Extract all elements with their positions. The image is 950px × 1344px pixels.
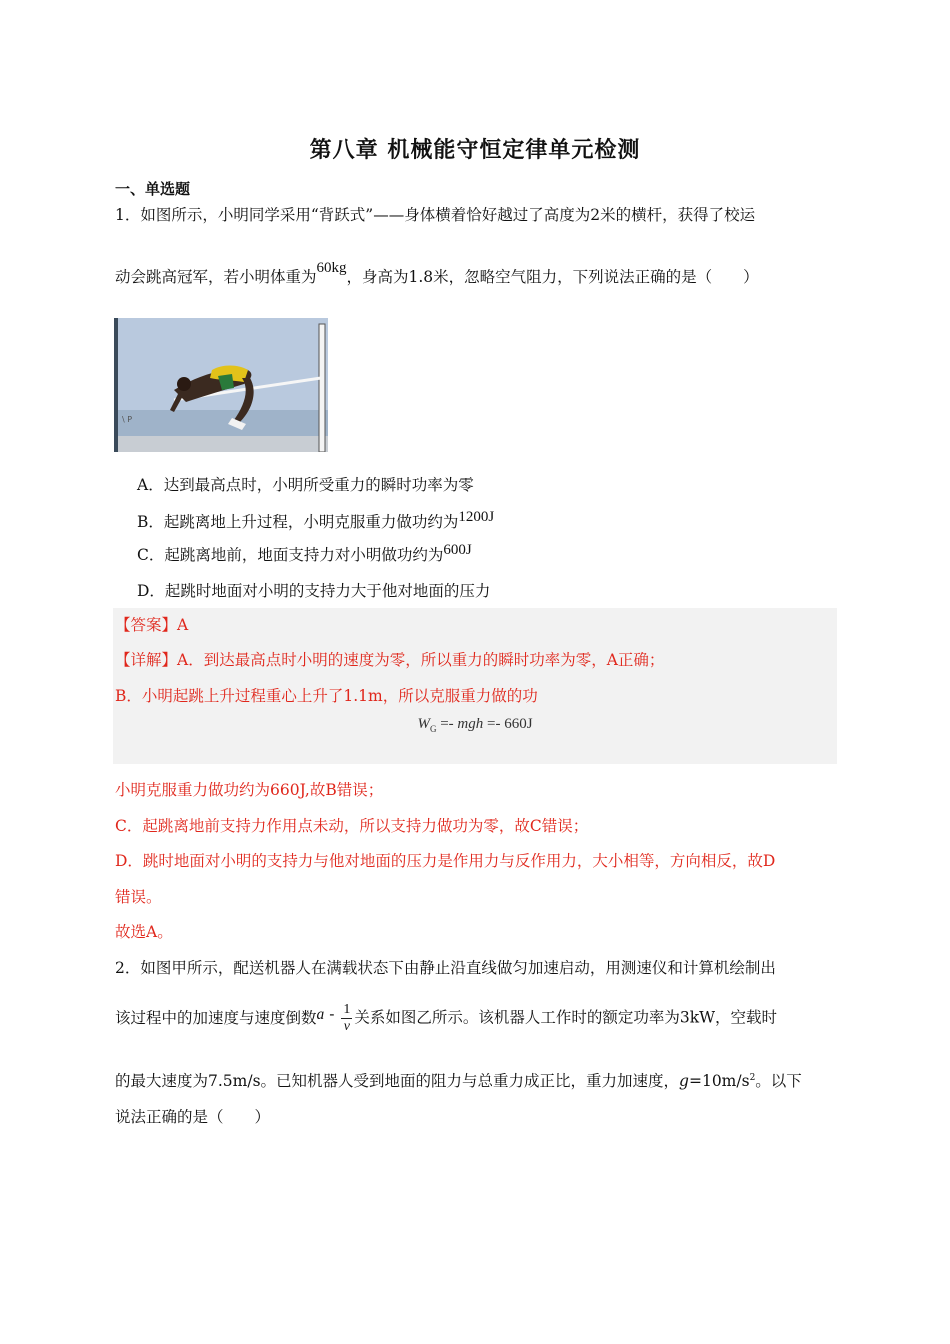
q2-line3-sup: 2 xyxy=(749,1072,756,1083)
high-jump-illustration xyxy=(114,318,328,452)
formula-mgh: mgh xyxy=(457,716,484,732)
q1-option-b-text: B．起跳离地上升过程，小明克服重力做功约为 xyxy=(137,513,459,531)
q1-option-c-value: 600J xyxy=(443,542,472,558)
q2-line3-text-a: 的最大速度为7.5m/s。已知机器人受到地面的阻力与总重力成正比，重力加速度， xyxy=(115,1072,680,1090)
q1-line1: 1．如图所示，小明同学采用“背跃式”——身体横着恰好越过了高度为2米的横杆，获得了校运 xyxy=(115,206,756,224)
q1-option-a: A．达到最高点时，小明所受重力的瞬时功率为零 xyxy=(137,476,474,494)
section-heading: 一、单选题 xyxy=(115,180,191,198)
q1-line2-text-a: 动会跳高冠军，若小明体重为 xyxy=(115,268,317,286)
q2-line3-text-b: =10m/s xyxy=(688,1072,750,1090)
q1-option-d: D．起跳时地面对小明的支持力大于他对地面的压力 xyxy=(137,582,491,600)
q2-line3-g: g xyxy=(679,1072,689,1090)
choose-a: 故选A。 xyxy=(115,923,173,941)
q2-line3 xyxy=(115,1069,802,1091)
q2-line2: 该过程中的加速度与速度倒数a - $\frac{1}{v}$ 关系如图乙所示。该机器人工作时的额定功率为3kW，空载时 xyxy=(115,1002,778,1034)
formula-w: W xyxy=(417,716,430,732)
q1-option-b xyxy=(137,510,494,532)
q2-line3-text-c: 。以下 xyxy=(755,1072,802,1090)
formula-eq2: =- 660J xyxy=(483,716,533,732)
q2-frac-a: a xyxy=(316,1005,325,1023)
detail-b2: 小明克服重力做功约为660J,故B错误； xyxy=(115,781,384,799)
formula-eq1: =- xyxy=(436,716,458,732)
q1-option-c xyxy=(137,543,472,565)
q1-line2-text-b: ，身高为1.8米，忽略空气阻力，下列说法正确的是（ ） xyxy=(346,268,759,286)
q2-frac-den: v xyxy=(343,1019,350,1034)
detail-b: B．小明起跳上升过程重心上升了1.1m，所以克服重力做的功 xyxy=(115,687,538,705)
formula-sub: G xyxy=(429,724,437,734)
high-jump-photo xyxy=(114,318,328,452)
q2-fraction xyxy=(341,1002,352,1035)
detail-a: 【详解】A．到达最高点时小明的速度为零，所以重力的瞬时功率为零，A正确； xyxy=(115,651,665,669)
work-formula xyxy=(0,716,950,734)
q1-mass: 60kg xyxy=(316,260,347,276)
q1-option-c-text: C．起跳离地前，地面支持力对小明做功约为 xyxy=(137,546,444,564)
q1-option-b-value: 1200J xyxy=(458,509,495,525)
answer-label: 【答案】A xyxy=(115,616,189,634)
q2-line4: 说法正确的是（ ） xyxy=(115,1108,271,1126)
q2-line2-text-a: 该过程中的加速度与速度倒数 xyxy=(115,1008,317,1027)
q1-line2 xyxy=(115,260,759,287)
q2-line1: 2．如图甲所示，配送机器人在满载状态下由静止沿直线做匀加速启动，用测速仪和计算机绘制出 xyxy=(115,959,776,977)
q2-line2-text-b: 关系如图乙所示。该机器人工作时的额定功率为3kW，空载时 xyxy=(354,1008,778,1027)
q2-frac-num: 1 xyxy=(343,1002,351,1017)
detail-d2: 错误。 xyxy=(115,888,162,906)
page-title: 第八章 机械能守恒定律单元检测 xyxy=(309,138,641,163)
svg-text:\ P: \ P xyxy=(122,415,133,424)
detail-c: C．起跳离地前支持力作用点未动，所以支持力做功为零，故C错误； xyxy=(115,817,589,835)
detail-d1: D．跳时地面对小明的支持力与他对地面的压力是作用力与反作用力，大小相等，方向相反，故D xyxy=(115,852,776,870)
